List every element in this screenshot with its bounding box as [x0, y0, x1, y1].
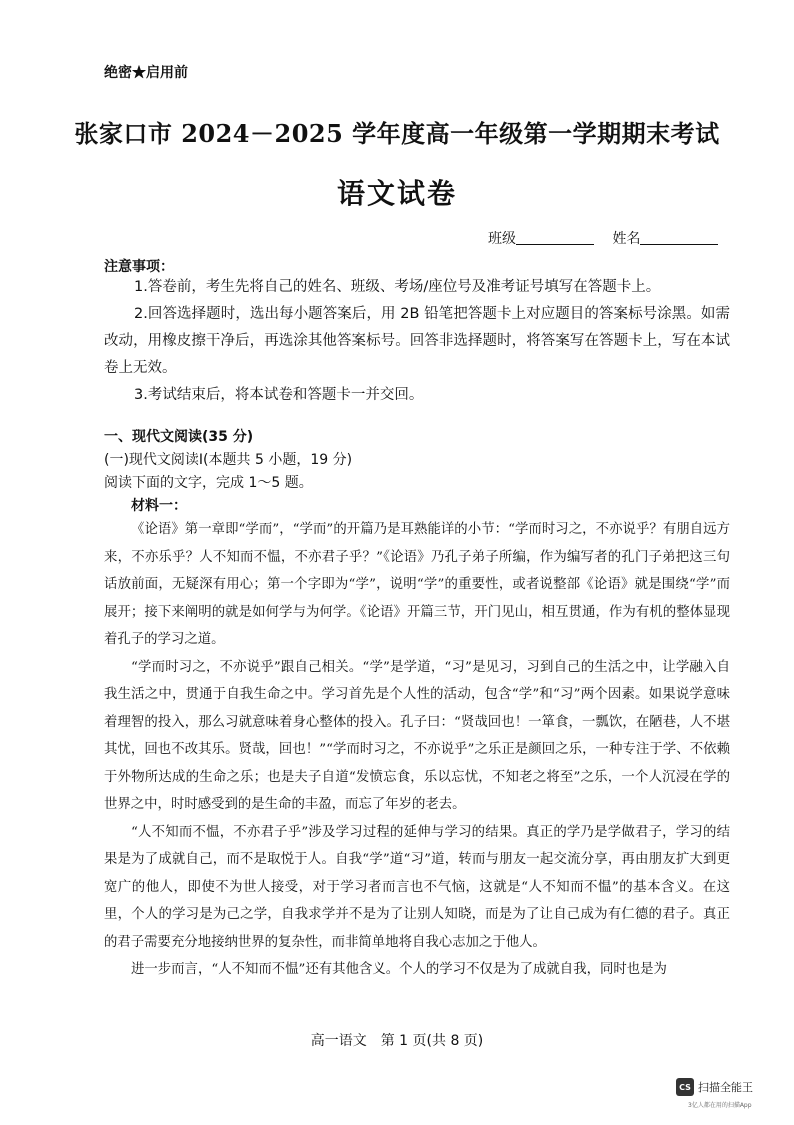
- name-label: 姓名: [612, 231, 641, 247]
- exam-subtitle: 语文试卷: [336, 177, 457, 210]
- exam-title: 张家口市 2024－2025 学年度高一年级第一学期期末考试: [74, 119, 720, 148]
- scanner-tagline: 3亿人都在用的扫描App: [688, 1102, 752, 1109]
- camscanner-icon: CS: [676, 1078, 694, 1096]
- name-blank: [640, 232, 718, 245]
- notice-item: 2.回答选择题时，选出每小题答案后，用 2B 铅笔把答题卡上对应题目的答案标号涂黑。如需改动，用橡皮擦干净后，再选涂其他答案标号。回答非选择题时，将答案写在答题卡上，写在本试卷上无效。: [104, 306, 730, 376]
- page-footer: 高一语文 第 1 页(共 8 页): [310, 1033, 484, 1049]
- class-label: 班级: [488, 231, 516, 247]
- instruction: 阅读下面的文字，完成 1～5 题。: [104, 475, 313, 491]
- part-title: 一、现代文阅读(35 分): [104, 429, 254, 445]
- class-name-line: [488, 228, 732, 248]
- passage-paragraph: “学而时习之，不亦说乎”跟自己相关。“学”是学道，“习”是见习，习到自己的生活之中，让学融入自我生活之中，贯通于自我生命之中。学习首先是个人性的活动，包含“学”和“习”两个因素。如果说学意味着理智的投入，那么习就意味着身心整体的投入。孔子曰：“贤哉回也！一箪食，一瓢饮，在陋巷，人不堪其忧，回也不改其乐。贤哉，回也！”“学而时习之，不亦说乎”之乐正是颜回之乐，一种专注于学、不依赖于外物所达成的生命之乐；也是夫子自道“发愤忘食，乐以忘忧，不知老之将至”之乐，一个人沉浸在学的世界之中，时时感受到的是生命的丰盈，而忘了年岁的老去。: [104, 659, 730, 812]
- notice-item: 3.考试结束后，将本试卷和答题卡一并交回。: [134, 387, 424, 403]
- passage-paragraph: 进一步而言，“人不知而不愠”还有其他含义。个人的学习不仅是为了成就自我，同时也是为: [131, 962, 667, 977]
- material-label: 材料一：: [131, 498, 187, 514]
- notice-list: [104, 274, 730, 409]
- passage-paragraph: “人不知而不愠，不亦君子乎”涉及学习过程的延伸与学习的结果。真正的学乃是学做君子，学习的结果是为了成就自己，而不是取悦于人。自我“学”道“习”道，转而与朋友一起交流分享，再由朋友扩大到更宽广的他人，即使不为世人接受，对于学习者而言也不气恼，这就是“人不知而不愠”的基本含义。在这里，个人的学习是为己之学，自我求学并不是为了让别人知晓，而是为了让自己成为有仁德的君子。真正的君子需要充分地接纳世界的复杂性，而非简单地将自我心志加之于他人。: [104, 824, 730, 950]
- secret-label: 绝密★启用前: [104, 65, 188, 81]
- notice-heading: 注意事项：: [104, 259, 174, 275]
- class-blank: [516, 232, 594, 245]
- notice-item: 1.答卷前，考生先将自己的姓名、班级、考场/座位号及准考证号填写在答题卡上。: [134, 279, 661, 295]
- reading-passage: [104, 516, 730, 984]
- scanner-badge: [676, 1078, 753, 1096]
- passage-paragraph: 《论语》第一章即“学而”，“学而”的开篇乃是耳熟能详的小节：“学而时习之，不亦说乎？有朋自远方来，不亦乐乎？人不知而不愠，不亦君子乎？”《论语》乃孔子弟子所编，作为编写者的孔门子弟把这三句话放前面，无疑深有用心；第一个字即为“学”，说明“学”的重要性，或者说整部《论语》就是围绕“学”而展开；接下来阐明的就是如何学与为何学。《论语》开篇三节，开门见山，相互贯通，作为有机的整体显现着孔子的学习之道。: [104, 522, 730, 647]
- scanner-name: 扫描全能王: [698, 1081, 753, 1094]
- sub-title: (一)现代文阅读Ⅰ(本题共 5 小题，19 分): [104, 452, 353, 468]
